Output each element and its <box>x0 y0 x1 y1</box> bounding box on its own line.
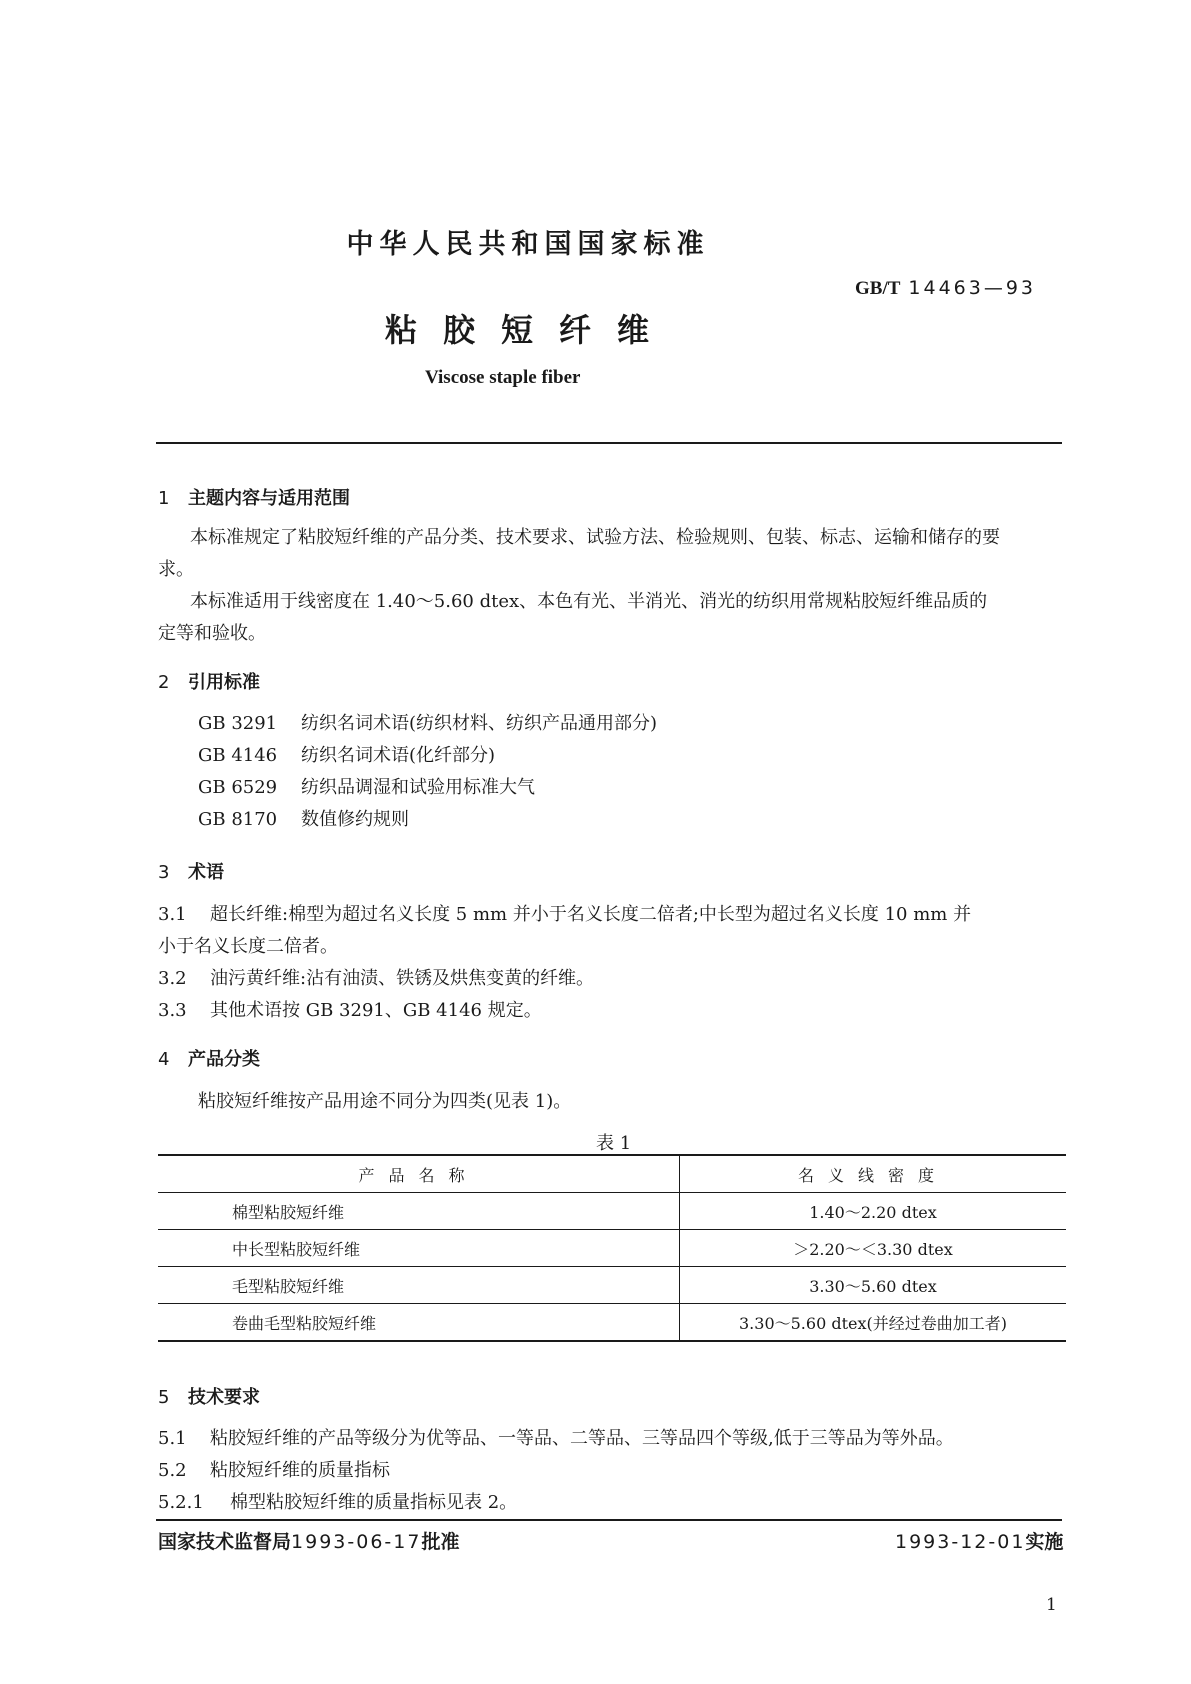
term-3-1-line-1: 3.1 超长纤维:棉型为超过名义长度 5 mm 并小于名义长度二倍者;中长型为超过名义长度 10 mm 并 <box>158 904 972 925</box>
page-number: 1 <box>1046 1595 1057 1615</box>
section-1-paragraph-1-line-1: 本标准规定了粘胶短纤维的产品分类、技术要求、试验方法、检验规则、包装、标志、运输和储存的要 <box>190 527 1000 548</box>
reference-item <box>198 772 535 804</box>
section-1-paragraph-1-line-2: 求。 <box>158 559 194 580</box>
table-row <box>158 1267 1066 1304</box>
section-4-heading: 4 产品分类 <box>158 1049 260 1070</box>
reference-name: 纺织名词术语(纺织材料、纺织产品通用部分) <box>301 713 658 734</box>
clause-5-2-1: 5.2.1 棉型粘胶短纤维的质量指标见表 2。 <box>158 1492 518 1513</box>
clause-5-2: 5.2 粘胶短纤维的质量指标 <box>158 1460 390 1481</box>
reference-code: GB 8170 <box>198 809 278 830</box>
table-cell-density: 1.40～2.20 dtex <box>809 1202 937 1222</box>
document-title-en: Viscose staple fiber <box>425 367 581 388</box>
term-3-2: 3.2 油污黄纤维:沾有油渍、铁锈及烘焦变黄的纤维。 <box>158 968 595 989</box>
section-2-heading: 2 引用标准 <box>158 672 260 693</box>
section-1-heading: 1 主题内容与适用范围 <box>158 488 350 509</box>
reference-item <box>198 740 495 772</box>
term-3-3: 3.3 其他术语按 GB 3291、GB 4146 规定。 <box>158 1000 542 1021</box>
table-cell-density: 3.30～5.60 dtex <box>809 1276 937 1296</box>
section-5-heading: 5 技术要求 <box>158 1387 260 1408</box>
table-header-row <box>158 1155 1066 1193</box>
table-1 <box>158 1154 1066 1342</box>
table-header-product-name: 产品名称 <box>158 1155 680 1193</box>
section-3-heading: 3 术语 <box>158 862 224 883</box>
document-title-cn: 粘胶短纤维 <box>385 311 676 349</box>
footer-divider <box>156 1519 1062 1521</box>
table-cell-product: 棉型粘胶短纤维 <box>158 1193 680 1230</box>
national-standard-heading: 中华人民共和国国家标准 <box>346 229 710 260</box>
table-1-caption: 表 1 <box>596 1133 632 1154</box>
reference-code: GB 4146 <box>198 745 278 766</box>
header-divider <box>156 442 1062 444</box>
standard-number: GB/T 14463—93 <box>855 277 1037 299</box>
reference-name: 数值修约规则 <box>301 809 409 830</box>
table-cell-density: ＞2.20～＜3.30 dtex <box>793 1239 953 1259</box>
table-row <box>158 1304 1066 1342</box>
approval-line: 国家技术监督局1993-06-17批准 <box>158 1531 460 1553</box>
term-3-1-line-2: 小于名义长度二倍者。 <box>158 936 338 957</box>
effective-line: 1993-12-01实施 <box>895 1531 1064 1553</box>
reference-code: GB 6529 <box>198 777 278 798</box>
table-cell-product: 毛型粘胶短纤维 <box>158 1267 680 1304</box>
section-4-paragraph: 粘胶短纤维按产品用途不同分为四类(见表 1)。 <box>198 1091 572 1112</box>
section-1-paragraph-2-line-2: 定等和验收。 <box>158 623 266 644</box>
table-header-nominal-density: 名义线密度 <box>797 1165 948 1185</box>
reference-name: 纺织品调湿和试验用标准大气 <box>301 777 535 798</box>
reference-name: 纺织名词术语(化纤部分) <box>301 745 496 766</box>
reference-code: GB 3291 <box>198 713 278 734</box>
clause-5-1: 5.1 粘胶短纤维的产品等级分为优等品、一等品、二等品、三等品四个等级,低于三等品为等外品。 <box>158 1428 954 1449</box>
reference-item <box>198 708 657 740</box>
table-row <box>158 1230 1066 1267</box>
reference-item <box>198 804 409 836</box>
section-1-paragraph-2-line-1: 本标准适用于线密度在 1.40～5.60 dtex、本色有光、半消光、消光的纺织用常规粘胶短纤维品质的 <box>190 591 988 612</box>
table-cell-product: 中长型粘胶短纤维 <box>158 1230 680 1267</box>
table-cell-density: 3.30～5.60 dtex(并经过卷曲加工者) <box>739 1313 1007 1333</box>
table-row <box>158 1193 1066 1230</box>
table-cell-product: 卷曲毛型粘胶短纤维 <box>158 1304 680 1342</box>
